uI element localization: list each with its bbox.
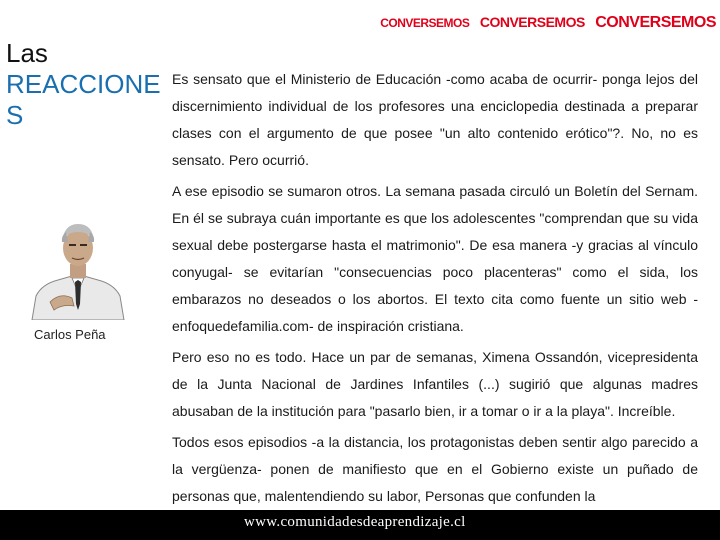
paragraph: Todos esos episodios -a la distancia, los protagonistas deben sentir algo parecido a la vergüenza- ponen de manifiesto que en el Gobierno existe un puñado de personas que, malentendiendo su labor, Personas que confunden la: [172, 434, 698, 504]
paragraph: Es sensato que el Ministerio de Educación -como acaba de ocurrir- ponga lejos del discernimiento individual de los profesores una enciclopedia destinada a preparar clases con el argumento de que posee "un alto contenido erótico"?. No, no es sensato. Pero ocurrió.: [172, 71, 698, 168]
paragraph: A ese episodio se sumaron otros. La semana pasada circuló un Boletín del Sernam. En él se subraya cuán importante es que los adolescentes "comprendan que su vida sexual debe postergarse hasta el matrimonio". De esa manera -y gracias al vínculo conyugal- se evitarían "consecuencias poco placenteras" como el sida, los embarazos no deseados o los abortos. El texto cita como fuente un sitio web -enfoquedefamilia.com- de inspiración cristiana.: [172, 183, 698, 334]
title-line-2: REACCIONES: [6, 69, 161, 130]
footer-url[interactable]: www.comunidadesdeaprendizaje.cl: [244, 514, 466, 530]
footer-bar: [0, 510, 720, 540]
title-line-1: Las: [6, 38, 48, 68]
author-photo: [28, 218, 128, 320]
portrait-photo-icon: [28, 218, 128, 320]
banner-word-small: CONVERSEMOS: [380, 16, 470, 30]
photo-caption: Carlos Peña: [34, 327, 106, 342]
paragraph: Pero eso no es todo. Hace un par de semanas, Ximena Ossandón, vicepresidenta de la Junta Nacional de Jardines Infantiles (...) sugirió que algunas madres abusaban de la institución para "pasarlo bien, ir a tomar o ir a la playa". Increíble.: [172, 349, 698, 419]
banner-word-medium: CONVERSEMOS: [479, 14, 585, 30]
banner-word-large: CONVERSEMOS: [595, 14, 716, 31]
article-body: [172, 66, 698, 510]
conversemos-banner: [374, 14, 716, 32]
page-title: [6, 38, 174, 131]
